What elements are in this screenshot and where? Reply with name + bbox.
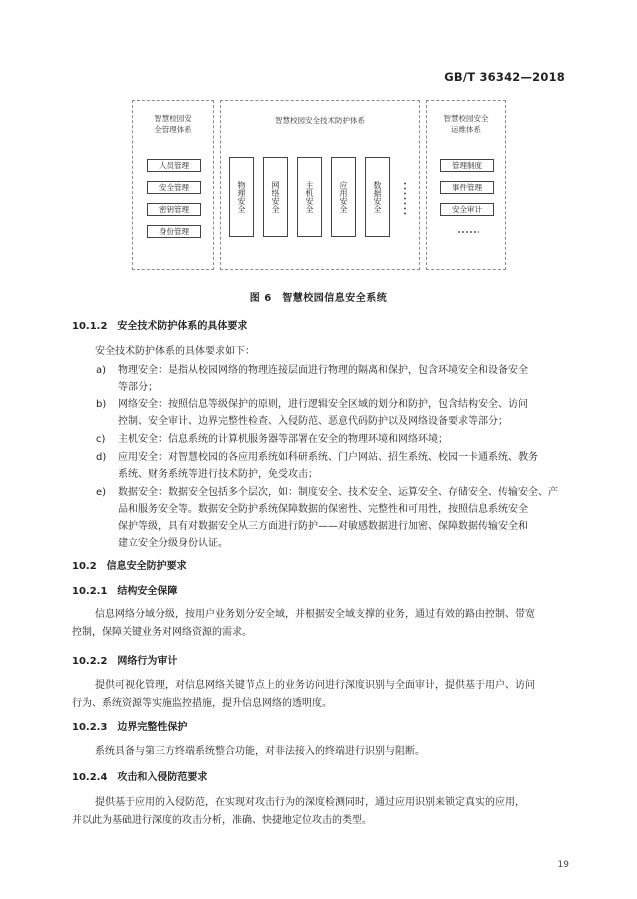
list-marker: d) [96,452,107,463]
standard-code: GB/T 36342—2018 [444,70,565,84]
list-item-text: 等部分； [118,382,158,393]
box-management-rules: 管理制度 [440,159,494,172]
list-item-text: 保护等级，具有对数据安全从三方面进行防护——对敏感数据进行加密、保障数据传输安全和 [118,521,528,532]
paragraph-line: 提供基于应用的入侵防范，在实现对攻击行为的深度检测同时，通过应用识别来锁定真实的应用， [95,797,525,808]
section-heading-10-2-4: 10.2.4 攻击和入侵防范要求 [72,772,208,783]
box-physical-security: 物理安全 [229,157,254,237]
ellipsis-dots [457,231,479,233]
operations-system-panel [426,100,506,270]
panel-title-operations [427,113,505,135]
paragraph-line: 提供可视化管理，对信息网络关键节点上的业务访问进行深度识别与全面审计，提供基于用户、访问 [95,680,535,691]
box-key-management: 密钥管理 [147,203,201,216]
list-item-text: 数据安全：数据安全包括多个层次，如：制度安全、技术安全、运算安全、存储安全、传输安全、产 [118,487,558,498]
box-security-management: 安全管理 [147,181,201,194]
box-network-security: 网络安全 [263,157,288,237]
box-personnel-management: 人员管理 [147,159,201,172]
figure-caption: 图 6 智慧校园信息安全系统 [249,293,388,304]
list-marker: c) [96,434,106,445]
panel-title-line: 智慧校园安 [154,114,192,123]
box-data-security: 数据安全 [365,157,390,237]
list-item-text: 系统、财务系统等进行技术防护，免受攻击； [118,469,318,480]
list-item-text: 控制、安全审计、边界完整性检查、入侵防范、恶意代码防护以及网络设备要求等部分； [118,416,508,427]
paragraph-line: 系统具备与第三方终端系统整合功能，对非法接入的终端进行识别与阻断。 [95,746,425,757]
paragraph-line: 信息网络分域分级，按用户业务划分安全域，并根据安全域支撑的业务，通过有效的路由控制、带宽 [95,609,535,620]
list-item-text: 应用安全：对智慧校园的各应用系统如科研系统、门户网站、招生系统、校园一卡通系统、教务 [118,452,538,463]
box-identity-management: 身份管理 [147,225,201,238]
list-item-text: 主机安全：信息系统的计算机服务器等部署在安全的物理环境和网络环境； [118,434,448,445]
list-marker: b) [96,399,107,410]
page-number: 19 [557,860,569,870]
panel-title-technical: 智慧校园安全技术防护体系 [275,116,365,125]
list-marker: a) [96,365,107,376]
panel-title-line: 全管理体系 [154,125,192,134]
section-heading-10-2-3: 10.2.3 边界完整性保护 [72,722,188,733]
list-marker: e) [96,487,107,498]
section-heading-10-2: 10.2 信息安全防护要求 [72,561,187,572]
list-item-text: 品和服务安全等。数据安全防护系统保障数据的保密性、完整性和可用性，按照信息系统安全 [118,504,528,515]
panel-title-line: 智慧校园安全 [443,114,489,123]
section-heading-10-2-1: 10.2.1 结构安全保障 [72,586,178,597]
box-host-security: 主机安全 [297,157,322,237]
management-system-panel [132,100,214,270]
section-heading-10-2-2: 10.2.2 网络行为审计 [72,656,178,667]
box-event-management: 事件管理 [440,181,494,194]
list-item-text: 建立安全分级身份认证。 [118,538,228,549]
box-security-audit: 安全审计 [440,203,494,216]
security-system-diagram [132,100,506,272]
panel-title-line: 运维体系 [451,125,481,134]
ellipsis-dots [404,181,406,215]
box-application-security: 应用安全 [331,157,356,237]
list-item-text: 网络安全：按照信息等级保护的原则，进行逻辑安全区域的划分和防护，包含结构安全、访问 [118,399,528,410]
paragraph-line: 行为、系统资源等实施监控措施，提升信息网络的透明度。 [72,698,332,709]
panel-title-management [133,113,213,135]
technical-protection-panel [220,100,420,270]
paragraph-line: 控制，保障关键业务对网络资源的需求。 [72,627,252,638]
section-heading-10-1-2: 10.1.2 安全技术防护体系的具体要求 [72,321,248,332]
list-item-text: 物理安全：是指从校园网络的物理连接层面进行物理的隔离和保护，包含环境安全和设备安全 [118,365,528,376]
section-intro: 安全技术防护体系的具体要求如下： [95,346,255,357]
paragraph-line: 并以此为基础进行深度的攻击分析，准确、快捷地定位攻击的类型。 [72,815,372,826]
